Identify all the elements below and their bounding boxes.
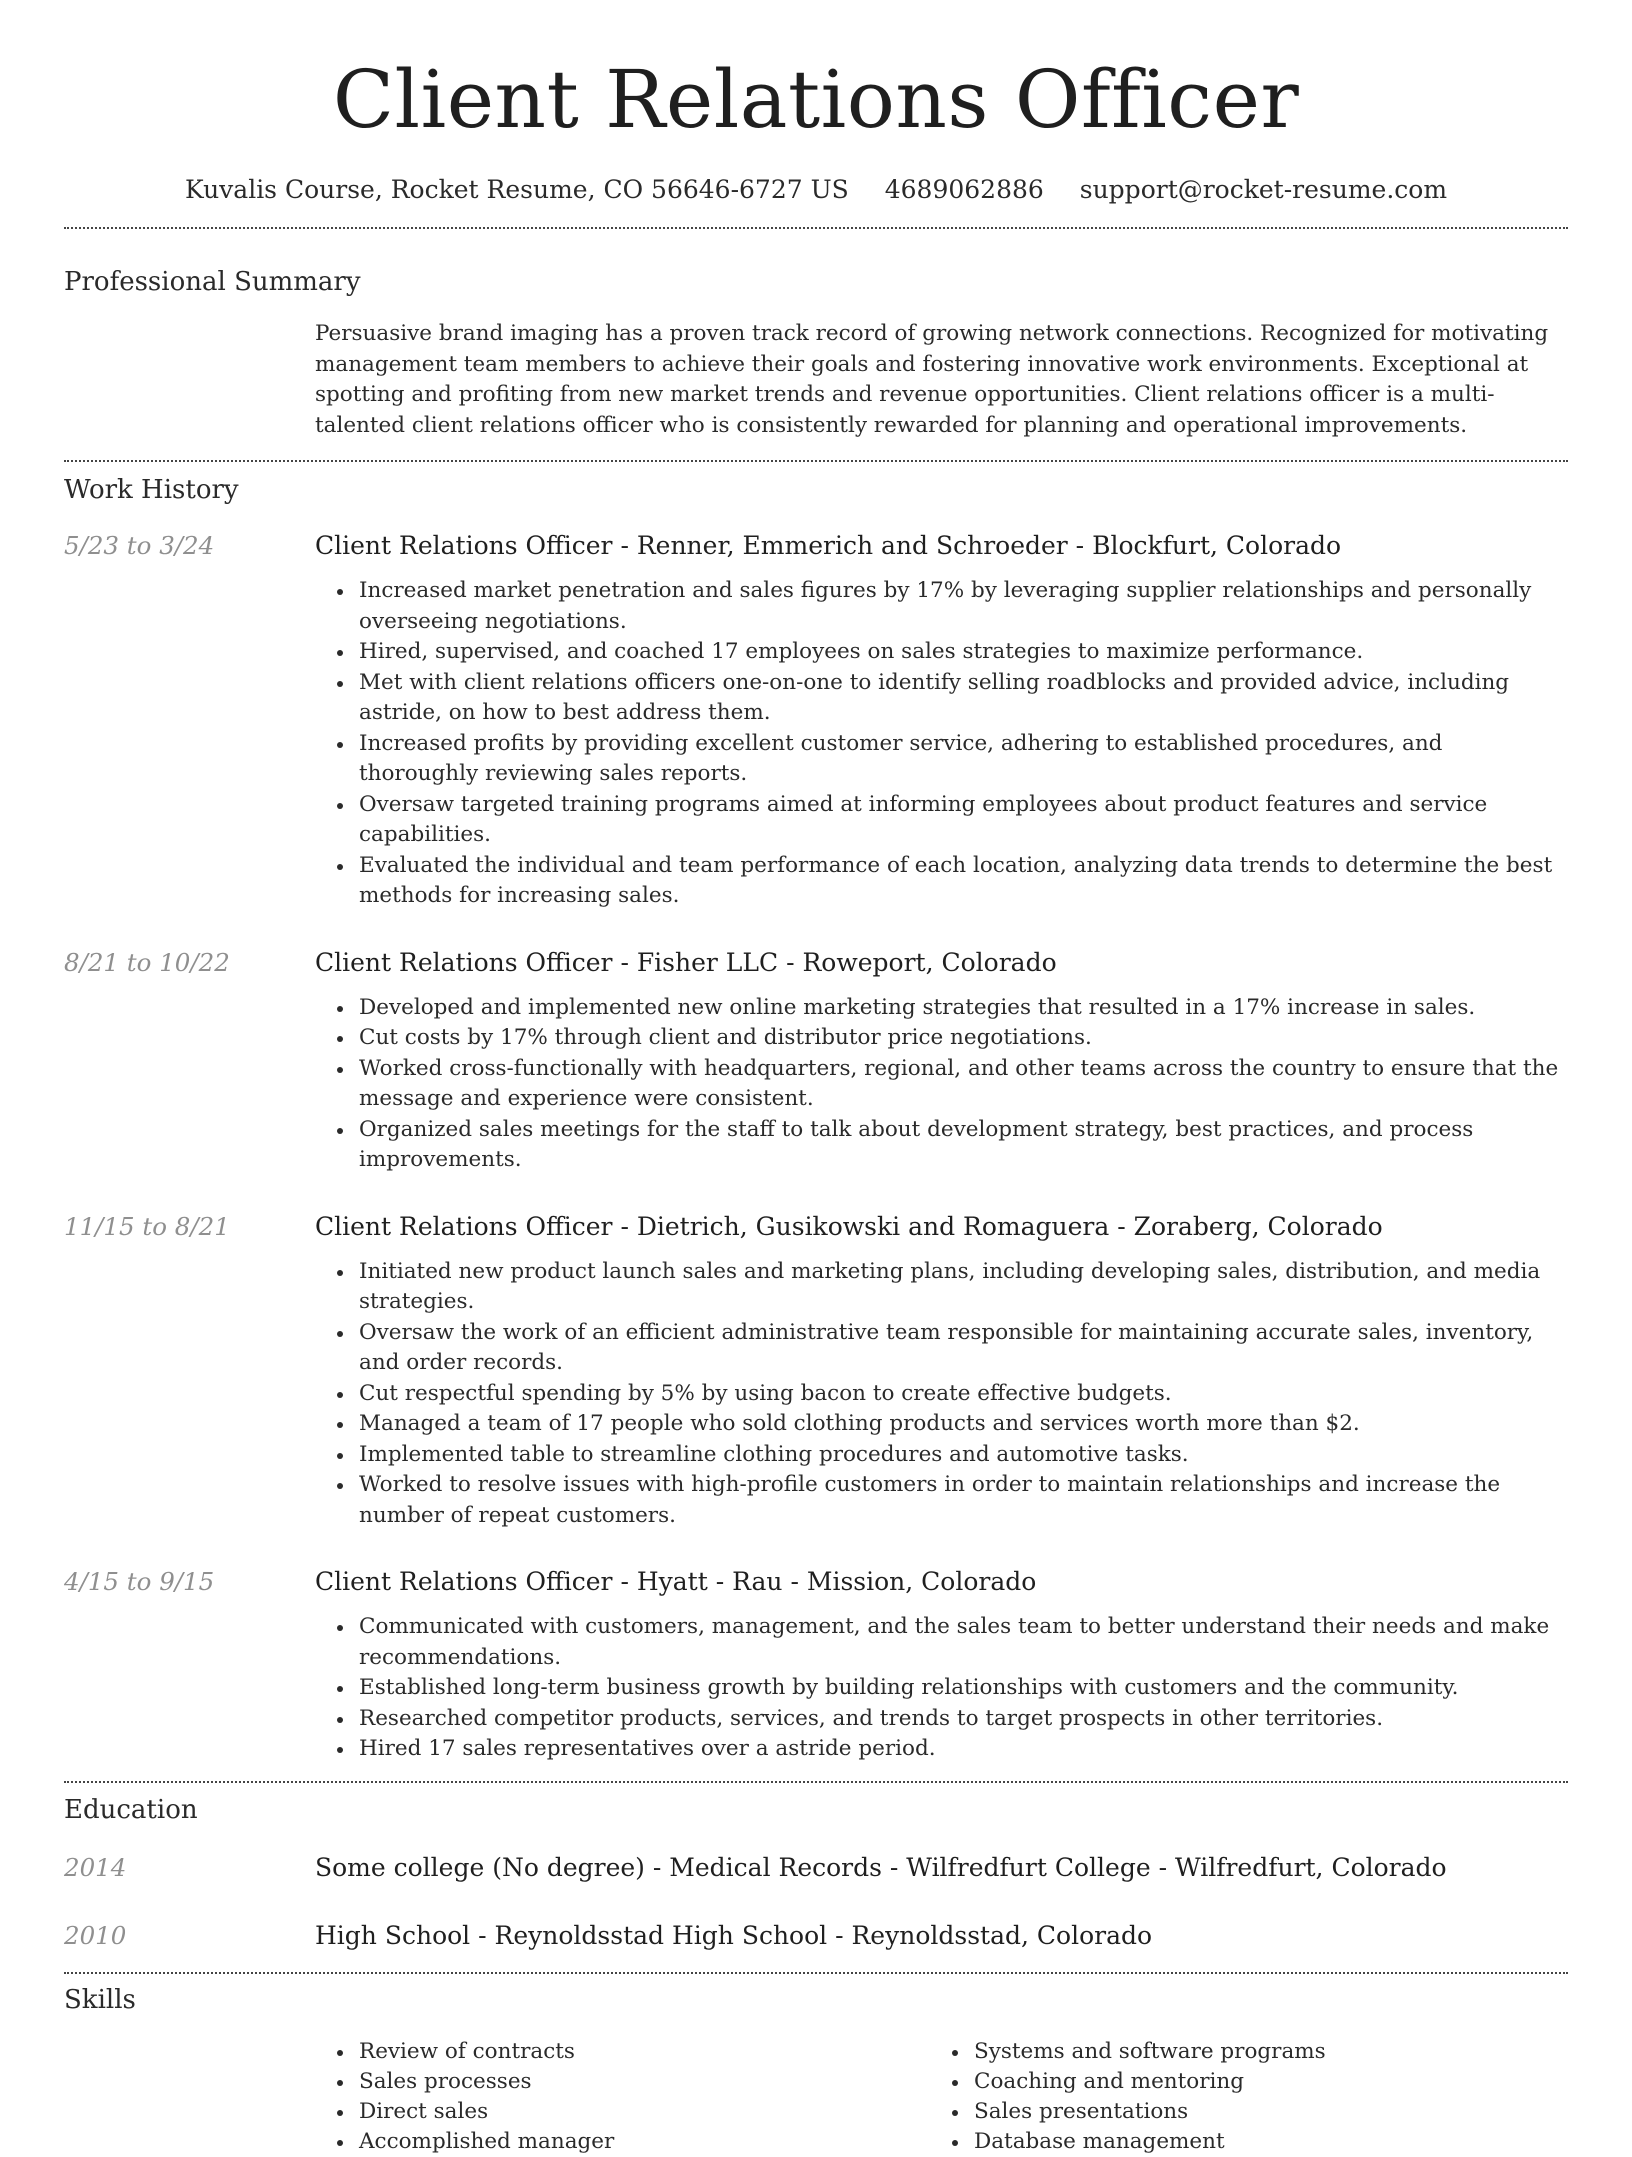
list-item: Hired 17 sales representatives over a astride period. xyxy=(359,1734,1568,1765)
list-item: Cut respectful spending by 5% by using bacon to create effective budgets. xyxy=(359,1379,1568,1410)
skills-list xyxy=(359,2037,1568,2157)
job-dates: 8/21 to 10/22 xyxy=(64,947,230,977)
skill-item: Accomplished manager xyxy=(359,2127,974,2157)
job-bullets xyxy=(359,1257,1568,1532)
list-item: Established long-term business growth by building relationships with customers and the community. xyxy=(359,1673,1568,1704)
contact-line xyxy=(64,174,1568,206)
list-item: Oversaw targeted training programs aimed at informing employees about product features and service capabilities. xyxy=(359,790,1568,851)
job-dates: 11/15 to 8/21 xyxy=(64,1211,230,1241)
job-entry xyxy=(64,529,1568,912)
job-entry xyxy=(64,1565,1568,1765)
job-title: Client Relations Officer - Fisher LLC - Roweport, Colorado xyxy=(315,947,1057,977)
education-year: 2010 xyxy=(64,1920,127,1950)
list-item: Communicated with customers, management, and the sales team to better understand their needs and make recommendations. xyxy=(359,1612,1568,1673)
job-bullets xyxy=(359,1612,1568,1765)
job-title: Client Relations Officer - Renner, Emmerich and Schroeder - Blockfurt, Colorado xyxy=(315,531,1342,560)
job-dates: 4/15 to 9/15 xyxy=(64,1567,215,1596)
job-dates: 5/23 to 3/24 xyxy=(64,531,215,560)
contact-address: Kuvalis Course, Rocket Resume, CO 56646-6727 US xyxy=(184,175,849,204)
education-text: Some college (No degree) - Medical Records - Wilfredfurt College - Wilfredfurt, Colorado xyxy=(315,1852,1447,1882)
summary-heading: Professional Summary xyxy=(64,267,361,297)
list-item: Oversaw the work of an efficient administrative team responsible for maintaining accurate sales, inventory, and order records. xyxy=(359,1318,1568,1379)
list-item: Managed a team of 17 people who sold clothing products and services worth more than $2. xyxy=(359,1409,1568,1440)
list-item: Cut costs by 17% through client and distributor price negotiations. xyxy=(359,1023,1568,1054)
skill-item: Direct sales xyxy=(359,2097,974,2127)
list-item: Increased profits by providing excellent customer service, adhering to established procedures, and thoroughly reviewing sales reports. xyxy=(359,729,1568,790)
job-bullets xyxy=(359,993,1568,1176)
job-title: Client Relations Officer - Dietrich, Gusikowski and Romaguera - Zoraberg, Colorado xyxy=(315,1211,1383,1241)
education-entry xyxy=(64,1851,1568,1885)
job-entry xyxy=(64,1210,1568,1532)
list-item: Evaluated the individual and team performance of each location, analyzing data trends to determine the best methods for increasing sales. xyxy=(359,851,1568,912)
list-item: Researched competitor products, services, and trends to target prospects in other territories. xyxy=(359,1704,1568,1735)
list-item: Met with client relations officers one-on-one to identify selling roadblocks and provided advice, including astride, on how to best address them. xyxy=(359,668,1568,729)
job-title: Client Relations Officer - Hyatt - Rau - Mission, Colorado xyxy=(315,1567,1037,1596)
contact-email: support@rocket-resume.com xyxy=(1079,175,1448,204)
skill-item: Database management xyxy=(974,2127,1326,2157)
job-bullets xyxy=(359,576,1568,912)
resume-page xyxy=(64,0,1568,2157)
education-entry xyxy=(64,1919,1568,1953)
skill-item: Sales processes xyxy=(359,2067,974,2097)
education-text: High School - Reynoldsstad High School - Reynoldsstad, Colorado xyxy=(315,1920,1153,1950)
list-item: Implemented table to streamline clothing procedures and automotive tasks. xyxy=(359,1440,1568,1471)
list-item: Hired, supervised, and coached 17 employees on sales strategies to maximize performance. xyxy=(359,637,1568,668)
job-entry xyxy=(64,946,1568,1176)
education-heading: Education xyxy=(64,1794,198,1825)
contact-phone: 4689062886 xyxy=(884,175,1044,204)
skill-item: Systems and software programs xyxy=(974,2037,1326,2067)
list-item: Increased market penetration and sales figures by 17% by leveraging supplier relationships and personally overseeing negotiations. xyxy=(359,576,1568,637)
list-item: Developed and implemented new online marketing strategies that resulted in a 17% increase in sales. xyxy=(359,993,1568,1024)
list-item: Worked cross-functionally with headquarters, regional, and other teams across the country to ensure that the message and experience were consistent. xyxy=(359,1054,1568,1115)
skills-column xyxy=(974,2037,1326,2157)
skill-item: Sales presentations xyxy=(974,2097,1326,2127)
skills-column xyxy=(359,2037,974,2157)
summary-text: Persuasive brand imaging has a proven track record of growing network connections. Recognized for motivating management team members to achieve their goals and fostering innovative work environments. Exceptional at spotting and profiting from new market trends and revenue opportunities. Client relations officer is a multi-talented client relations officer who is consistently rewarded for planning and operational improvements. xyxy=(315,321,1549,438)
skill-item: Review of contracts xyxy=(359,2037,974,2067)
skills-heading: Skills xyxy=(64,1984,136,2015)
education-year: 2014 xyxy=(64,1852,127,1882)
work-history-heading: Work History xyxy=(64,475,239,505)
skill-item: Coaching and mentoring xyxy=(974,2067,1326,2097)
list-item: Worked to resolve issues with high-profile customers in order to maintain relationships and increase the number of repeat customers. xyxy=(359,1470,1568,1531)
list-item: Initiated new product launch sales and marketing plans, including developing sales, distribution, and media strategies. xyxy=(359,1257,1568,1318)
list-item: Organized sales meetings for the staff to talk about development strategy, best practices, and process improvements. xyxy=(359,1115,1568,1176)
resume-name: Client Relations Officer xyxy=(332,53,1300,146)
